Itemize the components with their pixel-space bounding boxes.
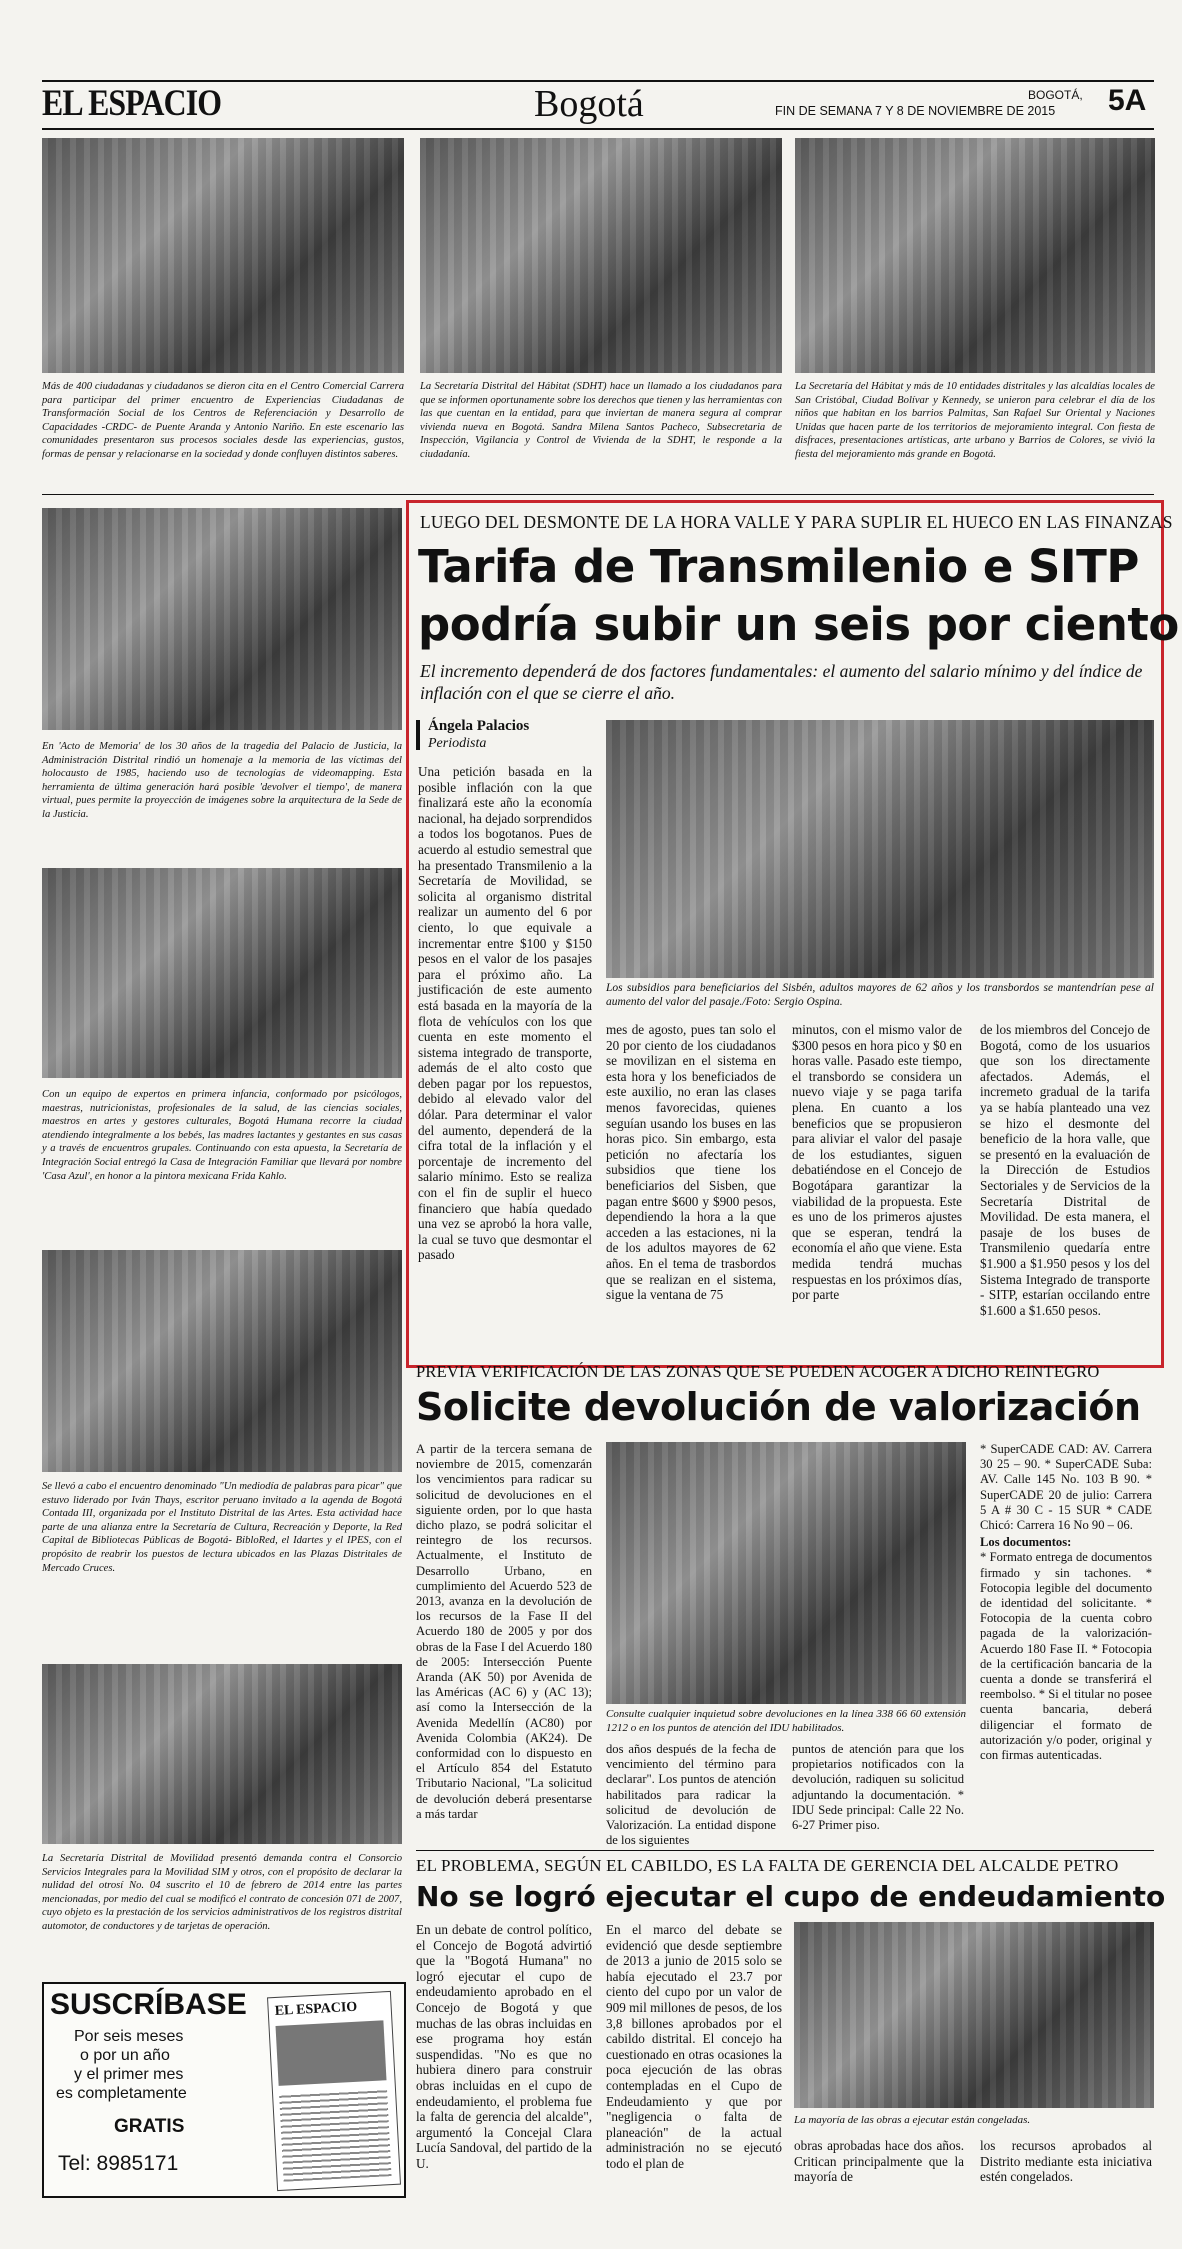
- article2-kicker: PREVIA VERIFICACIÓN DE LAS ZONAS QUE SE PUEDEN ACOGER A DICHO REINTEGRO: [416, 1362, 1100, 1381]
- ad-line-3: y el primer mes: [74, 2066, 184, 2083]
- ad-line-2: o por un año: [80, 2047, 170, 2064]
- article1-headline-2: podría subir un seis por ciento: [418, 598, 1179, 651]
- article2-col-3: puntos de atención para que los propietarios notificados con la devolución, radiquen su solicitud adjuntando la documentación. * IDU Sede principal: Calle 22 No. 6-27 Primer piso.: [792, 1742, 964, 1833]
- byline-bar: [416, 720, 420, 750]
- article1-photo-caption: Los subsidios para beneficiarios del Sisbén, adultos mayores de 62 años y los transbordos se mantendrían pese al aumento del valor del pasaje./Foto: Sergio Ospina.: [606, 982, 1154, 1008]
- photo-primera-infancia: [42, 868, 402, 1078]
- article1-kicker: LUEGO DEL DESMONTE DE LA HORA VALLE Y PARA SUPLIR EL HUECO EN LAS FINANZAS: [420, 512, 1173, 532]
- article3-kicker: EL PROBLEMA, SEGÚN EL CABILDO, ES LA FALTA DE GERENCIA DEL ALCALDE PETRO: [416, 1856, 1119, 1875]
- paper-name: EL ESPACIO: [42, 83, 222, 124]
- article2-col-2: dos años después de la fecha de vencimiento del término para declarar". Los puntos de atención habilitados para radicar la solicitud de devolución de Valorización. La entidad dispone de los siguientes: [606, 1742, 776, 1848]
- article2-col-4-block: [980, 1442, 1152, 1763]
- photo-palabras-picar: [42, 1250, 402, 1472]
- masthead-city: BOGOTÁ,: [1028, 88, 1083, 102]
- article1-subhead: El incremento dependerá de dos factores fundamentales: el aumento del salario mínimo y del índice de inflación con el que se cierre el año.: [420, 661, 1143, 703]
- photo-transmilenio-buses: [606, 720, 1154, 978]
- ad-mini-newspaper: [267, 1991, 401, 2191]
- ad-free: GRATIS: [114, 2116, 185, 2137]
- article3-headline: No se logró ejecutar el cupo de endeudamiento: [416, 1880, 1166, 1913]
- ad-line-4: es completamente: [56, 2085, 187, 2102]
- article1-col-4: de los miembros del Concejo de Bogotá, como de los usuarios que son los directamente afectados. Además, el incremeto gradual de la tarifa ya se había planteado una vez se hizo el desmonte del beneficio de la hora valle, que se presentó en la evaluación de la Dirección de Estudios Sectoriales y de Servicios de la Secretaría Distrital de Movilidad. De esta manera, el pasaje de los buses de Transmilenio quedaría entre $1.900 a $1.950 pesos y los del Sistema Integrado de transporte - SITP, estarían occilando entre $1.600 a $1.650 pesos.: [980, 1022, 1150, 1318]
- ad-mini-text: [279, 2088, 391, 2182]
- section-divider: [42, 494, 1154, 495]
- ad-mini-photo: [276, 2020, 387, 2086]
- caption-sdht: La Secretaría Distrital del Hábitat (SDHT) hace un llamado a los ciudadanos para que se informen oportunamente sobre los derechos que tienen y las herramientas con las que cuentan en la entidad, para que inviertan de manera segura al comprar vivienda nueva en Bogotá. Sandra Milena Santos Pacheco, Subsecretaria de Inspección, Vigilancia y Control de Vivienda de la SDHT, le responde a la ciudadanía.: [420, 381, 782, 460]
- article2-headline: Solicite devolución de valorización: [416, 1385, 1141, 1429]
- photo-idu-office: [606, 1442, 966, 1704]
- article2-photo-caption: Consulte cualquier inquietud sobre devoluciones en la línea 338 66 60 extensión 1212 o en los puntos de atención del IDU habilitados.: [606, 1708, 966, 1734]
- article1-col-1: Una petición basada en la posible inflación con la que finalizará este año la economía nacional, ha dejado sorprendidos a todos los bogotanos. Pues de acuerdo al estudio semestral que ha presentado Transmilenio a la Secretaría de Movilidad, se solicita al organismo distrital realizar un aumento del 6 por ciento, lo que equivale a incrementar entre $100 y $150 pesos en el valor de los pasajes para el próximo año. La justificación de este aumento está basada en la mayoría de la flota de vehículos con los que cuenta en este momento el sistema integrado de transporte, además de el alto costo que deben pagar por los repuestos, debido al elevado valor del dólar. Para determinar el valor del aumento, dependerá de la cifra total de la inflación y el porcentaje de incremento del salario mínimo. Esto se realiza con el fin de suplir el hueco financiero que había quedado una vez se aprobó la hora valle, la cual se tuvo que desmontar el pasado: [418, 764, 592, 1263]
- caption-infancia: Con un equipo de expertos en primera infancia, conformado por psicólogos, maestras, nutricionistas, profesionales de la salud, de las ciencias sociales, maestros en artes y gestores culturales, Bogotá Humana recorre la ciudad atendiendo integralmente a los bebés, las madres lactantes y gestantes en sus casas y a través de encuentros grupales. Continuando con esta apuesta, la Secretaría de Integración Social entregó la Casa de Integración Familiar que llevará por nombre 'Casa Azul', en honor a la pintora mexicana Frida Kahlo.: [42, 1089, 402, 1182]
- article1-author: Ángela Palacios: [428, 718, 530, 734]
- caption-palabras: Se llevó a cabo el encuentro denominado "Un mediodía de palabras para picar" que estuvo liderado por Iván Thays, escritor peruano invitado a la agenda de Bogotá Contada III, organizada por el Instituto Distrital de las Artes. Esta actividad hace parte de una alianza entre la Secretaría de Cultura, Recreación y Deporte, la Red Capital de Bibliotecas Públicas de Bogotá- BibloRed, el Idartes y el IPES, con el propósito de reabrir los puestos de lectura ubicados en las Plazas Distritales de Mercado Cruces.: [42, 1481, 402, 1574]
- photo-children-party: [795, 138, 1155, 373]
- article3-photo-caption: La mayoría de las obras a ejecutar están congeladas.: [794, 2114, 1031, 2126]
- photo-sdht-family: [420, 138, 782, 373]
- caption-children: La Secretaría del Hábitat y más de 10 entidades distritales y las alcaldías locales de San Cristóbal, Ciudad Bolívar y Kennedy, se unieron para celebrar el día de los niños que habitan en los barrios Palmitas, San Rafael Sur Oriental y Naciones Unidas que hacen parte de los territorios de mejoramiento integral. Con fiesta de disfraces, presentaciones artísticas, arte urbano y Barrios de Colores, se vivió la fiesta del mejoramiento más grande en Bogotá.: [795, 381, 1155, 460]
- ad-line-1: Por seis meses: [74, 2028, 184, 2045]
- article2-col-1: A partir de la tercera semana de noviembre de 2015, comenzarán los vencimientos para radicar su solicitud de devoluciones en el siguiente orden, por lo que hasta dicho plazo, se podrá solicitar el reintegro de los recursos. Actualmente, el Instituto de Desarrollo Urbano, en cumplimiento del Acuerdo 523 de 2013, avanza en la devolución de los recursos de la Fase II del Acuerdo 180 de 2005 y por dos obras de la Fase I del Acuerdo 180 de 2005: Intersección Puente Aranda (AK 50) por Avenida de las Américas (AC 6) y (AC 13); así como la Intersección de la Avenida Medellín (AC80) por Avenida Colombia (AK24). De conformidad con lo dispuesto en el Artículo 854 del Estatuto Tributario Nacional, "La solicitud de devolución deberá presentarse a más tardar: [416, 1442, 592, 1821]
- ad-title: SUSCRÍBASE: [50, 1988, 247, 2021]
- article1-col-3: minutos, con el mismo valor de $300 pesos en hora pico y $0 en horas valle. Pasado este tiempo, el transbordo se considera un nuevo viaje y se paga tarifa plena. En cuanto a los beneficios que se propusieron para aliviar el valor del pasaje de los estudiantes, siguen debatiéndose en el Concejo de Bogotápara garantizar la viabilidad de la propuesta. Este es uno de los primeros ajustes que se esperan, tendrá la economía el año que viene. Esta medida tendrá muchas respuestas en los próximos días, por parte: [792, 1022, 962, 1303]
- masthead-rule: [42, 128, 1154, 130]
- article2-col-4: * SuperCADE CAD: AV. Carrera 30 25 – 90. * SuperCADE Suba: AV. Calle 145 No. 103 B 90. * SuperCADE 20 de julio: Carrera 5 A # 30 C - 15 SUR * CADE Chicó: Carrera 16 No 90 – 06.: [980, 1442, 1152, 1533]
- article3-col-2: En el marco del debate se evidenció que desde septiembre de 2013 a junio de 2015 solo se había ejecutado el 23.7 por ciento del cupo por un valor de 909 mil millones de pesos, de los 3,8 billones aprobados por el cabildo distrital. El concejo ha cuestionado en otras ocasiones la poca ejecución de las obras contempladas en el Cupo de Endeudamiento y que por "negligencia o falta de planeación" de la actual administración no se ejecutó todo el plan de: [606, 1922, 782, 2171]
- article3-col-4: los recursos aprobados al Distrito mediante esta iniciativa estén congelados.: [980, 2138, 1152, 2185]
- photo-palacio-justicia: [42, 508, 402, 730]
- article2-docs-title: Los documentos:: [980, 1535, 1072, 1550]
- caption-movilidad: La Secretaría Distrital de Movilidad presentó demanda contra el Consorcio Servicios Integrales para la Movilidad SIM y otros, con el propósito de declarar la nulidad del otrosí No. 04 suscrito el 10 de febrero de 2014 entre las partes mencionadas, por medio del cual se modificó el contrato de concesión 071 de 2007, cuyo objeto es la prestación de los servicios administrativos de los registros distrital automotor, de conductores y de tarjetas de operación.: [42, 1853, 402, 1932]
- article3-col-1: En un debate de control político, el Concejo de Bogotá advirtió que la "Bogotá Humana" no logró ejecutar el cupo de endeudamiento aprobado en el Concejo de Bogotá y que muchas de las obras incluidas en ese programa hoy están suspendidas. "No es que no hubiera dinero para construir obras incluidas en el cupo de endeudamiento, el problema fue la falta de gerencia del alcalde", argumentó la Concejal Clara Lucía Sandoval, del partido de la U.: [416, 1922, 592, 2171]
- photo-crdc-meeting: [42, 138, 404, 373]
- ad-phone: Tel: 8985171: [58, 2152, 179, 2175]
- subscription-ad: [42, 1982, 406, 2198]
- article1-role: Periodista: [428, 736, 487, 751]
- masthead-date: FIN DE SEMANA 7 Y 8 DE NOVIEMBRE DE 2015: [775, 104, 1056, 118]
- article3-col-3: obras aprobadas hace dos años. Critican principalmente que la mayoría de: [794, 2138, 964, 2185]
- article2-docs: * Formato entrega de documentos firmado y sin tachones. * Fotocopia legible del documento de identidad del solicitante. * Fotocopia de la cuenta cobro pagada de la valorización- Acuerdo 180 Fase II. * Fotocopia de la certificación bancaria de la cuenta a donde se transferirá el reembolso. * Si el titular no posee cuenta bancaria, deberá diligenciar el formato de autorización y/o poder, original y con firmas autenticadas.: [980, 1550, 1152, 1763]
- ad-mini-paper-name: EL ESPACIO: [274, 1999, 358, 2019]
- caption-crdc: Más de 400 ciudadanas y ciudadanos se dieron cita en el Centro Comercial Carrera para participar del primer encuentro de Experiencias Ciudadanas de Transformación Social de los Centros de Referenciación y Desarrollo de Capacidades -CRDC- de Puente Aranda y Antonio Nariño. En este escenario las comunidades presentaron sus procesos sociales desde las experiencias, gustos, formas de pensar y relacionarse en la sociedad y donde confluyen distintos saberes.: [42, 381, 404, 460]
- section-title: Bogotá: [534, 83, 644, 125]
- photo-concejo-chamber: [794, 1922, 1154, 2108]
- caption-palacio: En 'Acto de Memoria' de los 30 años de la tragedia del Palacio de Justicia, la Administración Distrital rindió un homenaje a la memoria de las víctimas del holocausto de 1985, haciendo uso de tecnologías de videomapping. Esta herramienta de última generación hará posible 'devolver el tiempo', de manera virtual, pues permite la proyección de imágenes sobre la arquitectura de la Sede de la Justicia.: [42, 741, 402, 820]
- article1-col-2: mes de agosto, pues tan solo el 20 por ciento de los ciudadanos se movilizan en el sistema en esta hora y los beneficiados de este auxilio, no eran las clases menos favorecidas, quienes seguían usando los buses en las horas pico. Sin embargo, esta petición no afectaría los subsidios que tiene los beneficiarios del Sisben, que pagan entre $600 y $900 pesos, dependiendo la hora a la que acceden a las estaciones, ni la de los adultos mayores de 62 años. En el tema de trasbordos que se realizan en el sistema, sigue la ventana de 75: [606, 1022, 776, 1303]
- page-number: 5A: [1108, 84, 1147, 117]
- photo-sim-building: [42, 1664, 402, 1844]
- article3-top-rule: [416, 1850, 1154, 1851]
- article1-headline-1: Tarifa de Transmilenio e SITP: [418, 540, 1139, 593]
